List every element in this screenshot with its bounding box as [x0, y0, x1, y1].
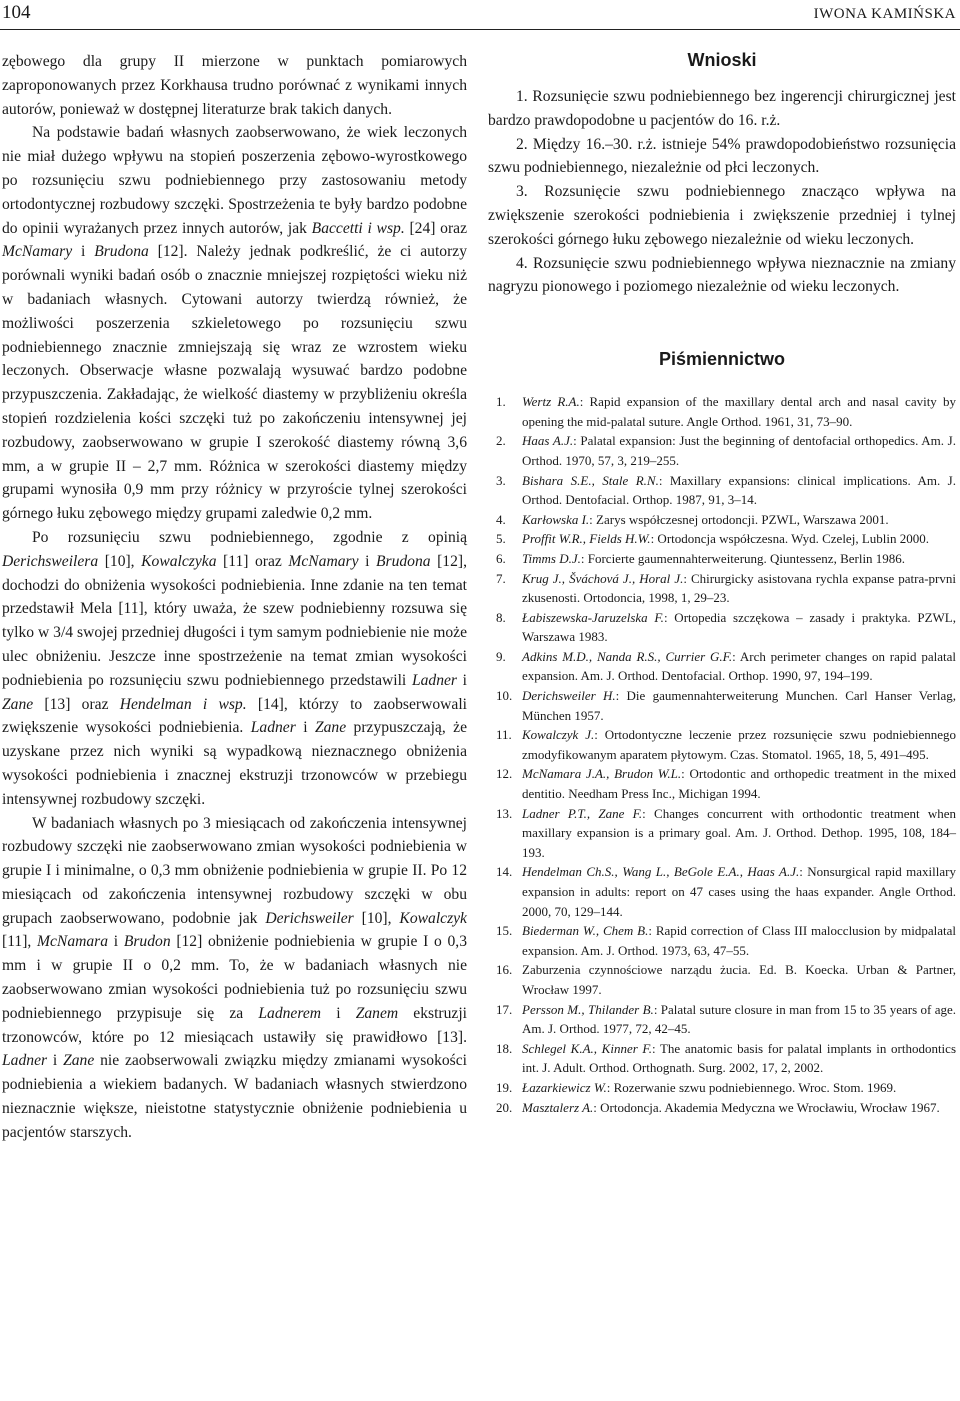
reference-authors: Hendelman Ch.S., Wang L., BeGole E.A., Haas A.J.: [522, 864, 800, 880]
reference-number: 17.: [496, 1001, 513, 1017]
text-run: i: [72, 243, 95, 261]
reference-authors: Proffit W.R., Fields H.W.: [522, 531, 651, 547]
reference-authors: Ladner P.T., Zane F.: [522, 805, 643, 821]
reference-number: 16.: [496, 962, 513, 978]
reference-text: [522, 764, 956, 803]
reference-number: 14.: [496, 864, 513, 880]
text-run: nie zaobserwowali związku między zmianami wysokości podniebienia a wiekiem badanych. W badaniach własnych stwierdzono nieznacznie większe, nieistotne statystycznie obniżenie podniebienia u pacjentów starszych.: [2, 1052, 467, 1141]
reference-item: [488, 1000, 956, 1039]
reference-authors: Haas A.J.: [522, 433, 574, 449]
text-run: [11],: [2, 933, 38, 951]
page-number: 104: [2, 2, 31, 23]
italic-citation: Baccetti i wsp.: [311, 219, 405, 237]
italic-citation: Brudona: [375, 552, 431, 570]
reference-details: : Ortodoncja. Akademia Medyczna we Wrocławiu, Wrocław 1967.: [593, 1099, 940, 1115]
reference-number: 5.: [496, 531, 506, 547]
text-run: ekstruzji trzonowców, które po 12 miesiącach ustawiły się prawidłowo [13].: [2, 1004, 467, 1046]
reference-authors: Łazarkiewicz W.: [522, 1079, 607, 1095]
italic-citation: McNamary: [2, 243, 73, 261]
text-run: [24] oraz: [404, 219, 467, 237]
text-run: zębowego dla grupy II mierzone w punktach pomiarowych zaproponowanych przez Korkhausa trudno porównać z wynikami innych autorów, ponieważ w dostępnej literaturze brak takich danych.: [2, 53, 467, 118]
reference-text: [522, 1039, 956, 1078]
reference-number: 19.: [496, 1079, 513, 1095]
text-run: i: [295, 719, 315, 737]
reference-authors: Kowalczyk J.: [522, 727, 595, 743]
reference-number: 12.: [496, 766, 513, 782]
reference-number: 13.: [496, 805, 513, 821]
conclusion-item: 4. Rozsunięcie szwu podniebiennego wpływa nieznacznie na zmiany nagryzu pionowego i poziomego niezależnie od wieku leczonych.: [488, 254, 956, 296]
reference-details: : Forcierte gaumennahterweiterung. Qiuntessenz, Berlin 1986.: [580, 550, 906, 566]
conclusion-item: 3. Rozsunięcie szwu podniebiennego znacząco wpływa na zwiększenie szerokości podniebienia i zwiększenie przedniej i tylnej szerokości górnego łuku zębowego niezależnie od wieku leczonych.: [488, 183, 956, 248]
italic-citation: Hendelman i wsp.: [119, 695, 247, 713]
italic-citation: McNamary: [288, 552, 359, 570]
reference-text: [522, 529, 956, 549]
reference-authors: Krug J., Šváchová J., Horal J.: [522, 570, 684, 586]
reference-details: : Rapid correction of Class III malocclusion by midpalatal expansion. Am. J. Orthod. 1973, 63, 47–55.: [522, 923, 956, 958]
reference-details: Zaburzenia czynnościowe narządu żucia. Ed. B. Koecka. Urban & Partner, Wrocław 1997.: [522, 962, 956, 997]
reference-details: : Changes concurrent with orthodontic treatment when maxillary expansion is a primary goal. Am. J. Orthod. Dethop. 1995, 108, 184–193.: [522, 805, 956, 860]
body-paragraph: [2, 50, 467, 121]
reference-details: : Nonsurgical rapid maxillary expansion in adults: report on 47 cases using the haas expander. Angle Orthod. 2000, 70, 129–144.: [522, 864, 956, 919]
reference-number: 4.: [496, 511, 506, 527]
text-run: i: [457, 671, 468, 689]
reference-authors: Timms D.J.: [522, 550, 581, 566]
italic-citation: Ladner: [250, 719, 296, 737]
reference-number: 1.: [496, 394, 506, 410]
reference-authors: Łabiszewska-Jaruzelska F.: [522, 609, 664, 625]
reference-item: [488, 471, 956, 510]
text-run: i: [358, 552, 376, 570]
reference-text: [522, 725, 956, 764]
reference-details: : Chirurgicky asistovana rychla expanse patra-prvni zkusenosti. Ortodoncia, 1998, 1, 29–23.: [522, 570, 956, 606]
text-run: W badaniach własnych po 3 miesiącach od zakończenia intensywnej rozbudowy szczęki nie zaobserwowano zmian wysokości podniebienia w grupie I i minimalne, o 0,3 mm obniżenie podniebienia w grupie II. Po 12 miesiącach od zakończenia intensywnej rozbudowy szczęki w obu grupach zaobserwowano, podobnie jak: [2, 814, 467, 927]
reference-number: 15.: [496, 923, 513, 939]
reference-item: [488, 921, 956, 960]
italic-citation: Brudon: [123, 933, 171, 951]
text-run: przypuszczają, że uzyskane przez nich wyniki są wypadkową nieznacznego obniżenia wysokości podniebienia i znacznej ekstruzji trzonowców w przebiegu intensywnej rozbudowy szczęki.: [2, 719, 467, 808]
reference-item: [488, 529, 956, 549]
reference-item: [488, 549, 956, 569]
reference-details: : Rozerwanie szwu podniebiennego. Wroc. Stom. 1969.: [606, 1079, 897, 1095]
reference-item: [488, 431, 956, 470]
italic-citation: Kowalczyk: [399, 909, 467, 927]
reference-details: : Palatal suture closure in man from 15 to 35 years of age. Am. J. Orthod. 1977, 72, 42–45.: [522, 1001, 956, 1037]
reference-authors: Derichsweiler H.: [522, 688, 616, 704]
text-run: i: [47, 1052, 64, 1070]
reference-authors: Schlegel K.A., Kinner F.: [522, 1040, 652, 1056]
reference-details: : Die gaumennahterweiterung Munchen. Carl Hanser Verlag, München 1957.: [522, 688, 956, 723]
reference-details: : The anatomic basis for palatal implants in orthodontics int. J. Adult. Orthod. Orthognath. Surg. 2002, 17, 2, 2002.: [522, 1040, 956, 1076]
reference-item: [488, 569, 956, 608]
reference-number: 6.: [496, 550, 506, 566]
italic-citation: Ladnerem: [258, 1004, 322, 1022]
reference-item: [488, 647, 956, 686]
reference-details: : Maxillary expansions: clinical implications. Am. J. Orthod. Dentofacial. Orthop. 1987, 91, 3–14.: [522, 472, 956, 508]
body-paragraph: [2, 812, 467, 1145]
header-rule: [0, 29, 960, 30]
reference-number: 8.: [496, 609, 506, 625]
text-run: i: [321, 1004, 356, 1022]
italic-citation: McNamara: [37, 933, 109, 951]
references-heading: Piśmiennictwo: [658, 349, 786, 370]
reference-text: [522, 608, 956, 647]
text-run: i: [108, 933, 124, 951]
reference-authors: Persson M., Thilander B.: [522, 1001, 654, 1017]
italic-citation: Zane: [2, 695, 34, 713]
reference-text: [522, 686, 956, 725]
body-paragraph: [2, 526, 467, 812]
reference-details: : Zarys współczesnej ortodoncji. PZWL, Warszawa 2001.: [589, 511, 889, 527]
reference-details: : Rapid expansion of the maxillary dental arch and nasal cavity by opening the mid-palatal suture. Angle Orthod. 1961, 31, 73–90.: [522, 394, 956, 429]
reference-authors: Wertz R.A.: [522, 394, 580, 410]
reference-text: [522, 1000, 956, 1039]
page-header: [0, 0, 960, 30]
reference-text: [522, 921, 956, 960]
reference-details: : Ortodontic and orthopedic treatment in the mixed dentitio. Needham Press Inc., Michigan 1994.: [522, 766, 956, 802]
text-run: Po rozsunięciu szwu podniebiennego, zgodnie z opinią: [32, 528, 467, 546]
reference-item: [488, 764, 956, 803]
reference-authors: Adkins M.D., Nanda R.S., Currier G.F.: [522, 648, 733, 664]
reference-details: : Ortopedia szczękowa – zasady i praktyka. PZWL, Warszawa 1983.: [522, 609, 956, 645]
italic-citation: Brudona: [94, 243, 149, 261]
italic-citation: Kowalczyka: [141, 552, 217, 570]
italic-citation: Derichsweiler: [265, 909, 354, 927]
italic-citation: Zane: [314, 719, 347, 737]
text-run: [12] obniżenie podniebienia w grupie I o 0,3 mm i w grupie II o 0,2 mm. To, że w badaniach własnych nie zaobserwowano zmian wysokości podniebienia tuż po rozsunięciu szwu podniebiennego przypisuje się za: [2, 933, 468, 1022]
reference-authors: Masztalerz A.: [522, 1099, 594, 1115]
reference-text: [522, 960, 956, 999]
reference-number: 2.: [496, 433, 506, 449]
body-paragraph: [2, 121, 467, 526]
reference-text: [522, 1098, 956, 1118]
text-run: [13] oraz: [33, 695, 120, 713]
conclusions-list: [488, 85, 956, 299]
reference-text: [522, 431, 956, 470]
reference-number: 18.: [496, 1040, 513, 1056]
italic-citation: Ladner: [2, 1052, 48, 1070]
italic-citation: Zanem: [355, 1004, 399, 1022]
reference-item: [488, 392, 956, 431]
reference-item: [488, 1078, 956, 1098]
italic-citation: Ladner: [411, 671, 457, 689]
reference-item: [488, 862, 956, 921]
reference-item: [488, 1039, 956, 1078]
reference-number: 7.: [496, 570, 506, 586]
text-run: [11] oraz: [216, 552, 289, 570]
reference-text: [522, 647, 956, 686]
italic-citation: Zane: [63, 1052, 95, 1070]
reference-number: 10.: [496, 688, 513, 704]
reference-number: 11.: [496, 727, 512, 743]
references-list: [488, 392, 956, 1117]
reference-text: [522, 471, 956, 510]
reference-text: [522, 804, 956, 863]
reference-item: [488, 725, 956, 764]
reference-details: : Arch perimeter changes on rapid palatal expansion. Am. J. Orthod. Dentofacial. Orthop. 1990, 97, 194–199.: [522, 648, 956, 684]
reference-authors: McNamara J.A., Brudon W.L.: [522, 766, 682, 782]
reference-text: [522, 1078, 956, 1098]
text-run: [14], którzy to zaobserwowali zwiększenie wysokości podniebienia.: [2, 695, 467, 737]
italic-citation: Derichsweilera: [2, 552, 99, 570]
reference-number: 20.: [496, 1099, 513, 1115]
reference-text: [522, 392, 956, 431]
reference-authors: Karłowska I.: [522, 511, 590, 527]
left-column-body: [2, 50, 467, 1145]
conclusion-item: 2. Między 16.–30. r.ż. istnieje 54% prawdopodobieństwo rozsunięcia szwu podniebiennego, niezależnie od płci leczonych.: [488, 135, 956, 177]
text-run: [10],: [353, 909, 400, 927]
reference-details: : Palatal expansion: Just the beginning of dentofacial orthopedics. Am. J. Orthod. 1970, 57, 3, 219–255.: [522, 433, 956, 468]
reference-item: [488, 686, 956, 725]
reference-text: [522, 549, 956, 569]
reference-item: [488, 510, 956, 530]
reference-authors: Bishara S.E., Stale R.N.: [522, 472, 659, 488]
text-run: [12], dochodzi do obniżenia wysokości podniebienia. Inne zdanie na ten temat przedstawił Mela [11], który uważa, że szew podniebienny rozsuwa się tylko w 3/4 swojej przedniej długości i tym samym podniebienie nie może ulec obniżeniu. Jeszcze inne spostrzeżenie na temat zmian wysokości podniebienia po rozsunięciu szwu podniebiennego przedstawili: [2, 552, 467, 689]
reference-number: 3.: [496, 472, 506, 488]
running-head-author: IWONA KAMIŃSKA: [813, 6, 956, 22]
reference-text: [522, 510, 956, 530]
reference-item: [488, 608, 956, 647]
reference-item: [488, 960, 956, 999]
conclusion-item: 1. Rozsunięcie szwu podniebiennego bez ingerencji chirurgicznej jest bardzo prawdopodobne u pacjentów do 16. r.ż.: [488, 88, 956, 129]
reference-item: [488, 1098, 956, 1118]
reference-number: 9.: [496, 648, 506, 664]
text-run: [10],: [98, 552, 142, 570]
reference-authors: Biederman W., Chem B.: [522, 923, 649, 939]
reference-item: [488, 804, 956, 863]
reference-details: : Ortodontyczne leczenie przez rozsunięcie szwu podniebiennego zmodyfikowanym aparatem płytowym. Czas. Stomatol. 1965, 18, 5, 491–495.: [522, 727, 956, 762]
reference-text: [522, 569, 956, 608]
reference-details: : Ortodoncja współczesna. Wyd. Czelej, Lublin 2000.: [650, 531, 929, 547]
text-run: [12]. Należy jednak podkreślić, że ci autorzy porównali wyniki badań osób o znacznie mniejszej rozpiętości wieku niż w badaniach własnych. Cytowani autorzy twierdzą również, że możliwości poszerzenia szkieletowego po rozsunięciu szwu podniebiennego znacznie zmniejszają się wraz ze wzrostem wieku leczonych. Obserwacje własne pozwalają wysuwać bardzo podobne przypuszczenia. Zakładając, że wielkość diastemy w przybliżeniu określa stopień rozdzielenia kości szczęki tuż po zakończeniu intensywnej jej rozbudowy, zaobserwowano w grupie I szerokość diastemy równą 3,6 mm, a w grupie II – 2,7 mm. Różnica w szerokości diastemy między grupami wynosiła 0,9 mm przy różnicy w przyroście tylnej szerokości górnego łuku zębowego między grupami zaledwie 0,2 mm.: [2, 243, 467, 523]
text-run: Na podstawie badań własnych zaobserwowano, że wiek leczonych nie miał dużego wpływu na stopień poszerzenia zębowo-wyrostkowego po rozsunięciu szwu podniebiennego przy zastosowaniu metody ortodontycznej rozbudowy szczęki. Spostrzeżenia te były bardzo podobne do opinii wyrażanych przez innych autorów, jak: [2, 124, 467, 237]
conclusions-heading: Wnioski: [687, 50, 757, 70]
right-column: [488, 50, 956, 1117]
reference-text: [522, 862, 956, 921]
